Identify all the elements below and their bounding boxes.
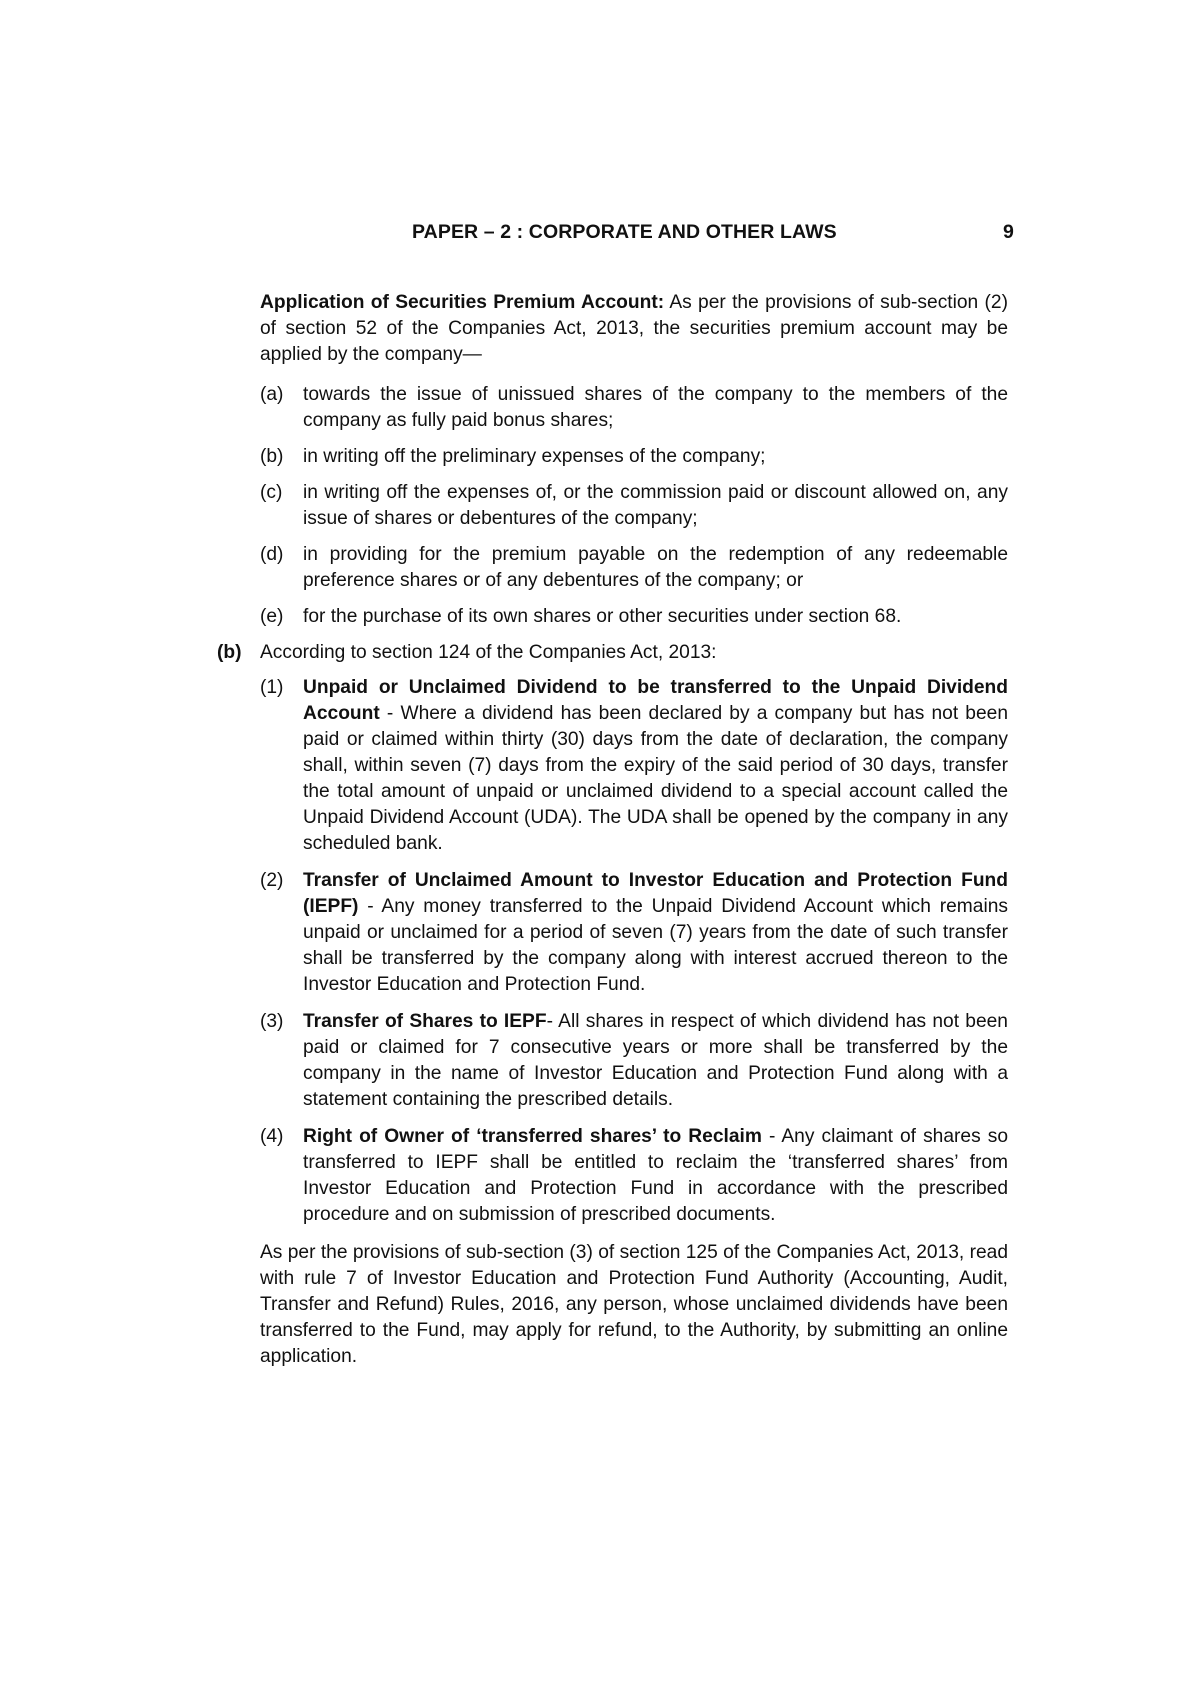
list-item [260, 1124, 1008, 1228]
list-item [260, 604, 1008, 630]
list-item-marker: (2) [260, 870, 284, 891]
list-item-heading: Right of Owner of ‘transferred shares’ to Reclaim [303, 1126, 762, 1147]
list-item [260, 1009, 1008, 1113]
document-body [217, 290, 1009, 1370]
list-item-body: - Any claimant of shares so transferred to IEPF shall be entitled to reclaim the ‘transferred shares’ from Investor Education and Protection Fund in accordance with the prescribed procedure and on submission of prescribed documents. [303, 1126, 1009, 1225]
list-item-text: in writing off the preliminary expenses of the company; [303, 446, 766, 467]
list-item-marker: (1) [260, 677, 284, 698]
list-item [260, 542, 1008, 594]
list-item-body: - Any money transferred to the Unpaid Dividend Account which remains unpaid or unclaimed for a period of seven (7) years from the date of such transfer shall be transferred by the company along with interest accrued thereon to the Investor Education and Protection Fund. [303, 896, 1008, 995]
intro-paragraph [260, 290, 1008, 368]
list-item [260, 675, 1008, 857]
list-item-marker: (3) [260, 1011, 284, 1032]
closing-paragraph: As per the provisions of sub-section (3) of section 125 of the Companies Act, 2013, read with rule 7 of Investor Education and Protection Fund Authority (Accounting, Audit, Transfer and Refund) Rules, 2016, any person, whose unclaimed dividends have been transferred to the Fund, may apply for refund, to the Authority, by submitting an online application. [260, 1242, 1008, 1367]
list-item-text [303, 868, 1008, 998]
page-number: 9 [1003, 221, 1014, 243]
list-item-body: - Where a dividend has been declared by a company but has not been paid or claimed within thirty (30) days from the date of declaration, the company shall, within seven (7) days from the expiry of the said period of 30 days, transfer the total amount of unpaid or unclaimed dividend to a special account called the Unpaid Dividend Account (UDA). The UDA shall be opened by the company in any scheduled bank. [303, 703, 1008, 854]
list-item-marker: (d) [260, 544, 284, 565]
list-item-marker: (e) [260, 606, 284, 627]
list-item-body: - All shares in respect of which dividend has not been paid or claimed for 7 consecutive years or more shall be transferred by the company in the name of Investor Education and Protection Fund along with a statement containing the prescribed details. [303, 1011, 1008, 1110]
list-item [260, 444, 1008, 470]
page-header [0, 219, 1191, 245]
premium-application-list [260, 382, 1008, 630]
intro-bold-lead: Application of Securities Premium Account: [260, 292, 665, 313]
section-124-list [260, 675, 1008, 1228]
list-item-text: for the purchase of its own shares or other securities under section 68. [303, 606, 902, 627]
list-item-heading: Transfer of Shares to IEPF [303, 1011, 547, 1032]
list-item-marker: (a) [260, 384, 284, 405]
list-item-marker: (b) [260, 446, 284, 467]
header-title: PAPER – 2 : CORPORATE AND OTHER LAWS [412, 221, 837, 243]
list-item-text [303, 675, 1008, 857]
intro-text: As per the provisions of sub-section (2) of section 52 of the Companies Act, 2013, the securities premium account may be applied by the company— [260, 292, 1008, 365]
list-item [260, 480, 1008, 532]
list-item [260, 868, 1008, 998]
list-item-text [303, 1009, 1008, 1113]
list-item-text: in writing off the expenses of, or the commission paid or discount allowed on, any issue of shares or debentures of the company; [303, 482, 1008, 529]
section-b [217, 640, 1009, 1370]
list-item [260, 382, 1008, 434]
list-item-marker: (c) [260, 482, 283, 503]
list-item-heading: Unpaid or Unclaimed Dividend to be transferred to the Unpaid Dividend Account [303, 677, 1008, 724]
section-b-lead: According to section 124 of the Companies Act, 2013: [260, 642, 717, 663]
list-item-text: towards the issue of unissued shares of the company to the members of the company as fully paid bonus shares; [303, 384, 1008, 431]
section-b-marker: (b) [217, 642, 242, 663]
list-item-heading: Transfer of Unclaimed Amount to Investor Education and Protection Fund (IEPF) [303, 870, 1008, 917]
list-item-marker: (4) [260, 1126, 284, 1147]
list-item-text: in providing for the premium payable on the redemption of any redeemable preference shares or of any debentures of the company; or [303, 544, 1008, 591]
list-item-text [303, 1124, 1008, 1228]
